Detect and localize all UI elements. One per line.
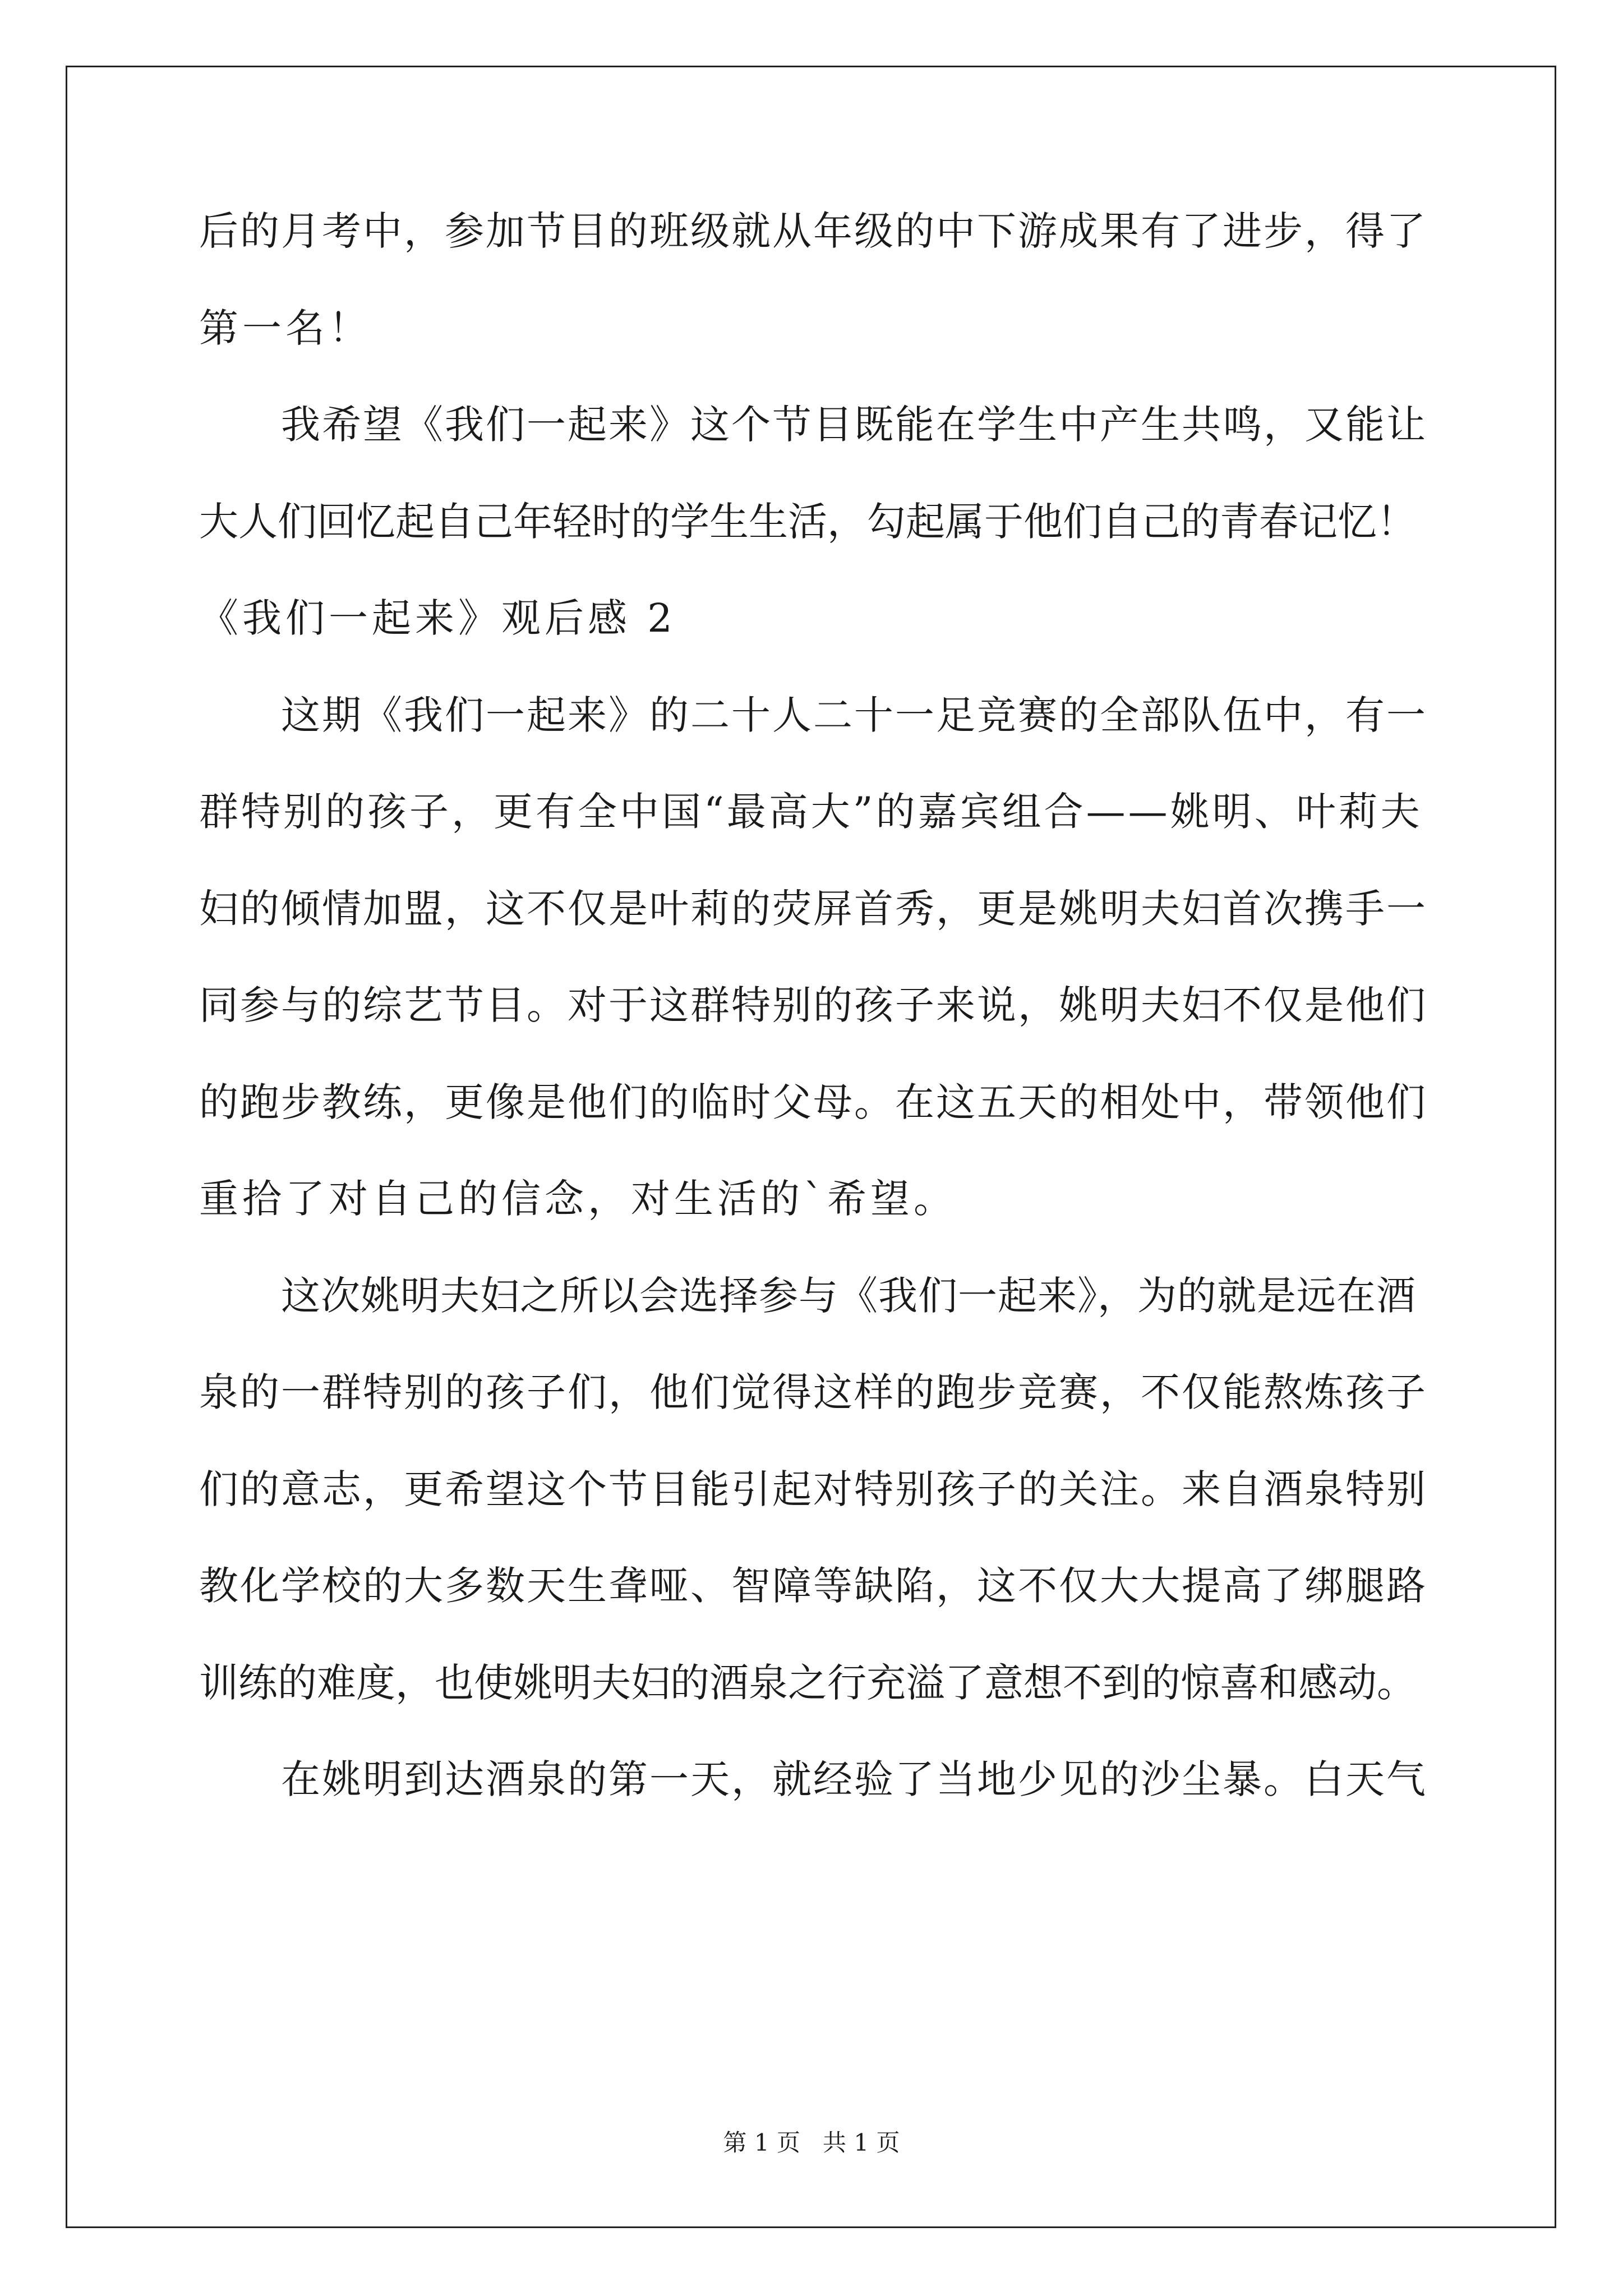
text-line: 这期《我们一起来》的二十人二十一足竞赛的全部队伍中，有一	[281, 692, 1427, 738]
text-line: 训练的难度，也使姚明夫妇的酒泉之行充溢了意想不到的惊喜和感动。	[199, 1659, 1416, 1706]
section-heading: 《我们一起来》观后感 2	[199, 595, 676, 641]
text-line: 在姚明到达酒泉的第一天，就经验了当地少见的沙尘暴。白天气	[281, 1756, 1427, 1802]
text-line: 第一名！	[199, 305, 372, 351]
text-line: 妇的倾情加盟，这不仅是叶莉的荧屏首秀，更是姚明夫妇首次携手一	[199, 885, 1427, 932]
page-footer: 第 1 页 共 1 页	[723, 2129, 900, 2156]
text-line: 泉的一群特别的孩子们，他们觉得这样的跑步竞赛，不仅能熬炼孩子	[199, 1369, 1427, 1415]
text-line: 教化学校的大多数天生聋哑、智障等缺陷，这不仅大大提高了绑腿路	[199, 1563, 1427, 1609]
text-line: 们的意志，更希望这个节目能引起对特别孩子的关注。来自酒泉特别	[199, 1466, 1427, 1512]
text-line: 大人们回忆起自己年轻时的学生生活，勾起属于他们自己的青春记忆！	[199, 498, 1416, 545]
text-line: 后的月考中，参加节目的班级就从年级的中下游成果有了进步，得了	[199, 208, 1427, 254]
text-line: 重拾了对自己的信念，对生活的`希望。	[199, 1176, 957, 1222]
text-line: 群特别的孩子，更有全中国“最高大”的嘉宾组合——姚明、叶莉夫	[199, 789, 1423, 835]
text-line: 这次姚明夫妇之所以会选择参与《我们一起来》，为的就是远在酒	[281, 1272, 1416, 1319]
text-line: 我希望《我们一起来》这个节目既能在学生中产生共鸣，又能让	[281, 402, 1427, 448]
document-body	[199, 208, 1427, 1853]
text-line: 的跑步教练，更像是他们的临时父母。在这五天的相处中，带领他们	[199, 1079, 1427, 1125]
text-line: 同参与的综艺节目。对于这群特别的孩子来说，姚明夫妇不仅是他们	[199, 982, 1427, 1028]
